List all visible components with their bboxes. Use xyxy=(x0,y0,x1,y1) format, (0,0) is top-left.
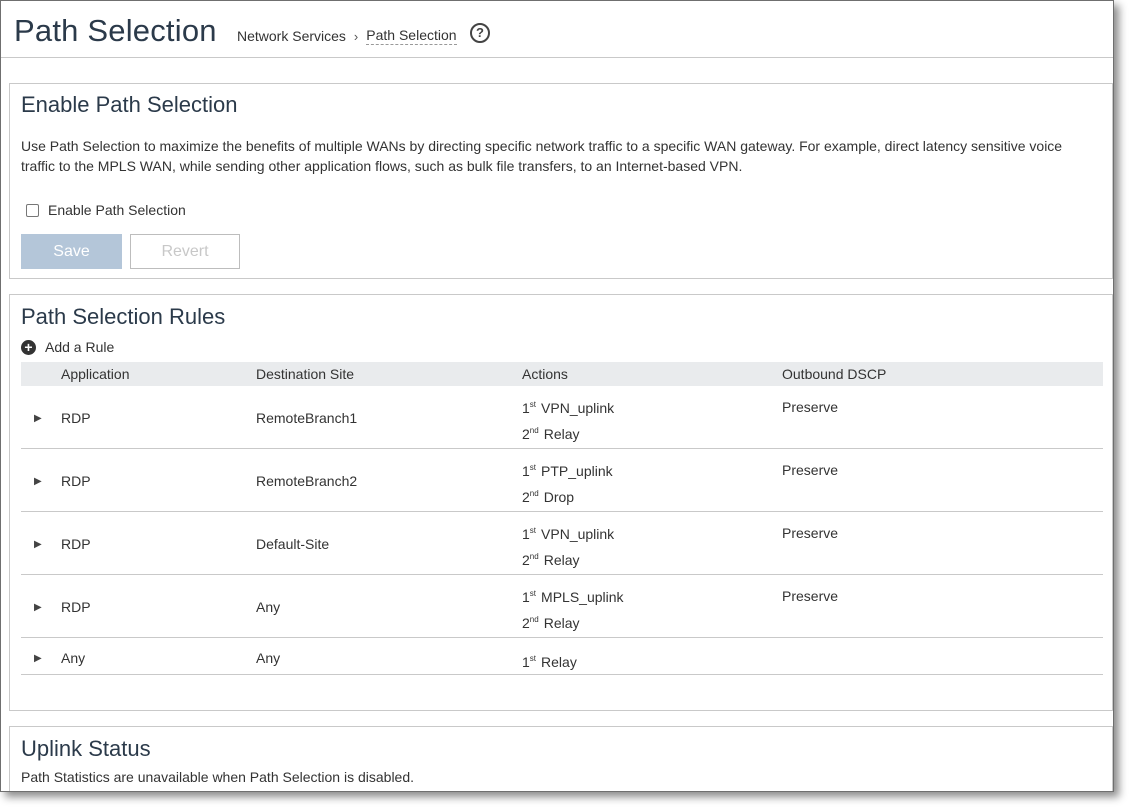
table-row[interactable] xyxy=(21,638,1103,675)
action-value: Relay xyxy=(543,426,580,442)
row-application: Any xyxy=(61,650,86,666)
page-header xyxy=(1,1,1113,58)
row-action xyxy=(522,581,624,610)
row-application: RDP xyxy=(61,536,91,552)
row-action xyxy=(522,607,580,636)
table-row[interactable] xyxy=(21,575,1103,638)
row-outbound-dscp: Preserve xyxy=(782,399,839,415)
row-destination-site: Default-Site xyxy=(256,536,330,552)
enable-path-selection-panel xyxy=(9,83,1113,279)
action-order: 1 xyxy=(522,463,530,479)
enable-path-selection-checkbox[interactable] xyxy=(26,204,39,217)
help-icon[interactable]: ? xyxy=(470,23,490,43)
action-value: PTP_uplink xyxy=(541,463,613,479)
action-order-suffix: st xyxy=(529,654,537,663)
column-header-destination-site: Destination Site xyxy=(256,366,355,382)
save-button[interactable]: Save xyxy=(21,234,122,269)
action-order-suffix: nd xyxy=(529,426,539,435)
action-value: Relay xyxy=(543,615,580,631)
row-action xyxy=(522,646,577,675)
row-destination-site: Any xyxy=(256,650,281,666)
action-order-suffix: nd xyxy=(529,489,539,498)
action-order: 1 xyxy=(522,400,530,416)
rules-table-header xyxy=(21,362,1103,386)
row-action xyxy=(522,392,614,421)
enable-panel-description: Use Path Selection to maximize the benefits of multiple WANs by directing specific network traffic to a specific WAN gateway. For example, direct latency sensitive voice traffic to the MPLS WAN, while sending other application flows, such as bulk file transfers, to an Internet-based VPN. xyxy=(21,138,1063,174)
column-header-outbound-dscp: Outbound DSCP xyxy=(782,366,887,382)
column-header-actions: Actions xyxy=(522,366,568,382)
action-value: Drop xyxy=(543,489,575,505)
row-outbound-dscp: Preserve xyxy=(782,462,839,478)
action-order-suffix: st xyxy=(529,526,537,535)
action-order: 1 xyxy=(522,654,530,670)
breadcrumb-separator: › xyxy=(353,28,359,44)
expand-row-arrow-icon[interactable]: ▶ xyxy=(34,476,42,487)
action-order: 2 xyxy=(522,426,530,442)
action-value: VPN_uplink xyxy=(541,526,615,542)
path-selection-rules-panel xyxy=(9,294,1113,711)
action-order-suffix: st xyxy=(529,400,537,409)
expand-row-arrow-icon[interactable]: ▶ xyxy=(34,413,42,424)
action-order-suffix: nd xyxy=(529,552,539,561)
action-order: 2 xyxy=(522,489,530,505)
row-outbound-dscp: Preserve xyxy=(782,525,839,541)
row-outbound-dscp: Preserve xyxy=(782,588,839,604)
column-header-application: Application xyxy=(61,366,130,382)
enable-panel-title: Enable Path Selection xyxy=(21,92,238,117)
row-action xyxy=(522,455,613,484)
row-action xyxy=(522,518,614,547)
action-order-suffix: st xyxy=(529,589,537,598)
action-order: 1 xyxy=(522,526,530,542)
uplink-panel-title: Uplink Status xyxy=(21,736,151,761)
rules-panel-title: Path Selection Rules xyxy=(21,304,226,329)
row-action xyxy=(522,544,580,573)
uplink-status-message: Path Statistics are unavailable when Path Selection is disabled. xyxy=(21,769,415,785)
expand-row-arrow-icon[interactable]: ▶ xyxy=(34,602,42,613)
row-action xyxy=(522,481,574,510)
action-value: MPLS_uplink xyxy=(541,589,624,605)
row-action xyxy=(522,418,580,447)
table-row[interactable] xyxy=(21,449,1103,512)
action-order: 1 xyxy=(522,589,530,605)
row-destination-site: Any xyxy=(256,599,281,615)
action-order-suffix: st xyxy=(529,463,537,472)
action-value: VPN_uplink xyxy=(541,400,615,416)
revert-button[interactable]: Revert xyxy=(130,234,240,269)
expand-row-arrow-icon[interactable]: ▶ xyxy=(34,539,42,550)
action-value: Relay xyxy=(543,552,580,568)
rules-table xyxy=(21,362,1103,675)
add-rule-label: Add a Rule xyxy=(45,339,115,355)
action-order: 2 xyxy=(522,552,530,568)
uplink-status-panel xyxy=(9,726,1113,792)
rules-table-body xyxy=(21,386,1103,675)
expand-row-arrow-icon[interactable]: ▶ xyxy=(34,653,42,664)
action-value: Relay xyxy=(541,654,577,670)
breadcrumb-parent-link[interactable]: Network Services xyxy=(237,28,346,44)
action-order-suffix: nd xyxy=(529,615,539,624)
row-application: RDP xyxy=(61,599,91,615)
add-rule-button[interactable] xyxy=(21,339,114,355)
row-application: RDP xyxy=(61,473,91,489)
enable-path-selection-label: Enable Path Selection xyxy=(48,202,186,218)
row-destination-site: RemoteBranch1 xyxy=(256,410,358,426)
breadcrumb-current[interactable]: Path Selection xyxy=(366,27,457,43)
table-row[interactable] xyxy=(21,512,1103,575)
breadcrumb xyxy=(237,27,457,45)
page-title: Path Selection xyxy=(14,13,217,48)
action-order: 2 xyxy=(522,615,530,631)
plus-circle-icon: + xyxy=(21,340,36,355)
table-row[interactable] xyxy=(21,386,1103,449)
row-destination-site: RemoteBranch2 xyxy=(256,473,358,489)
row-application: RDP xyxy=(61,410,91,426)
enable-path-selection-checkbox-row[interactable] xyxy=(26,202,186,218)
